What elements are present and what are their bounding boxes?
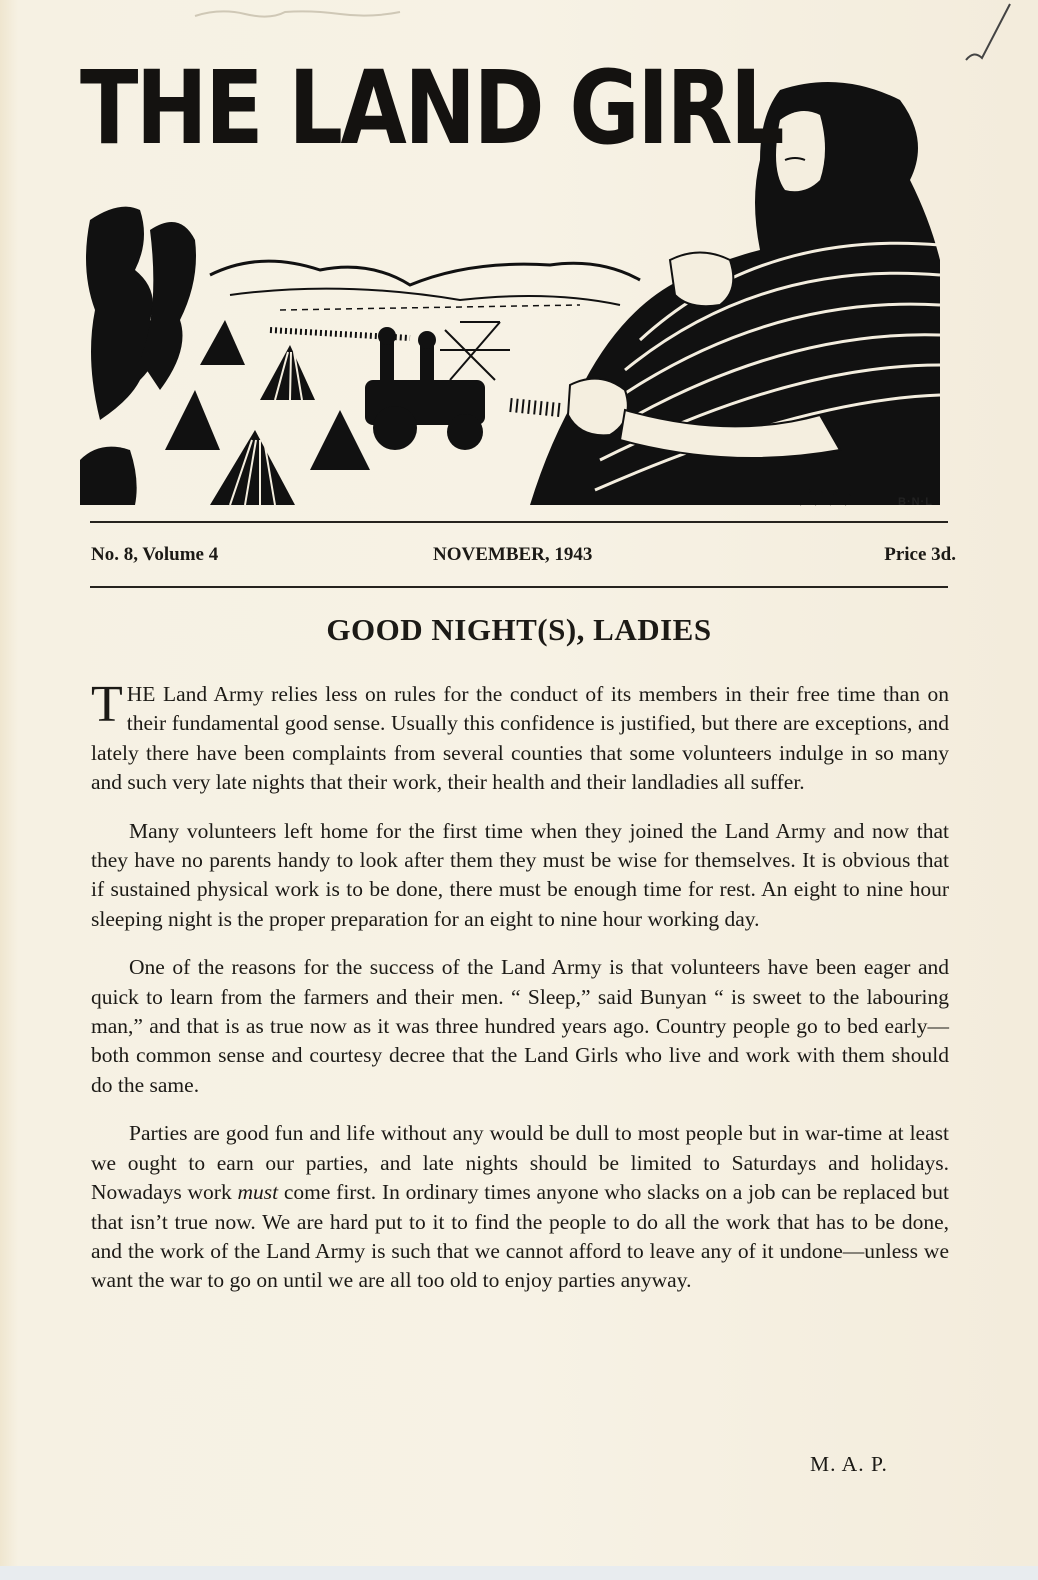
article-paragraph: One of the reasons for the success of the Land Army is that volunteers have been eager and quick to learn from the farmers and their men. “ Sleep,” said Bunyan “ is sweet to the labouring man,” and that is as true now as it was three hundred years ago. Country people go to bed early—both common sense and courtesy decree that the Land Girls who live and work with them should do the same. [91,955,949,1097]
artist-signature: B·N·L [898,496,933,508]
article-paragraph: Parties are good fun and life without any would be dull to most people but in war-time at least we ought to earn our parties, and late nights should be limited to Saturdays and holidays. Nowadays work must come first. In ordinary times anyone who slacks on a job can be replaced but that isn’t true now. We are hard put to it to find the people to do all the work that has to be done, and the work of the Land Army is such that we cannot afford to leave any of it undone—unless we want the war to go on until we are all too old to enjoy parties anyway. [91,1121,949,1293]
masthead-title: THE LAND GIRL [80,49,783,168]
issue-date: NOVEMBER, 1943 [433,544,593,565]
article-signature: M. A. P. [810,1452,888,1476]
pencil-scribble [190,0,410,30]
issue-price: Price 3d. [884,544,956,565]
article-paragraph: THE Land Army relies less on rules for the conduct of its members in their free time than on their fundamental good sense. Usually this confidence is justified, but there are exceptions, and lately there have been complaints from several counties that some volunteers indulge in so many and such very late nights that their work, their health and their landladies all suffer. [91,676,949,795]
issue-number: No. 8, Volume 4 [91,544,219,565]
pencil-tick-mark [958,0,1018,70]
article-body [91,676,949,1315]
header-rule-top [90,521,948,523]
scan-bottom-edge [0,1566,1038,1580]
header-rule-bottom [90,586,948,588]
article-headline: GOOD NIGHT(S), LADIES [326,612,712,647]
drop-cap: T [91,676,123,733]
article-paragraph: Many volunteers left home for the first time when they joined the Land Army and now that they have no parents handy to look after them they must be wise for themselves. It is obvious that if sustained physical work is to be done, there must be enough time for rest. An eight to nine hour sleeping night is the proper preparation for an eight to nine hour working day. [91,818,949,931]
